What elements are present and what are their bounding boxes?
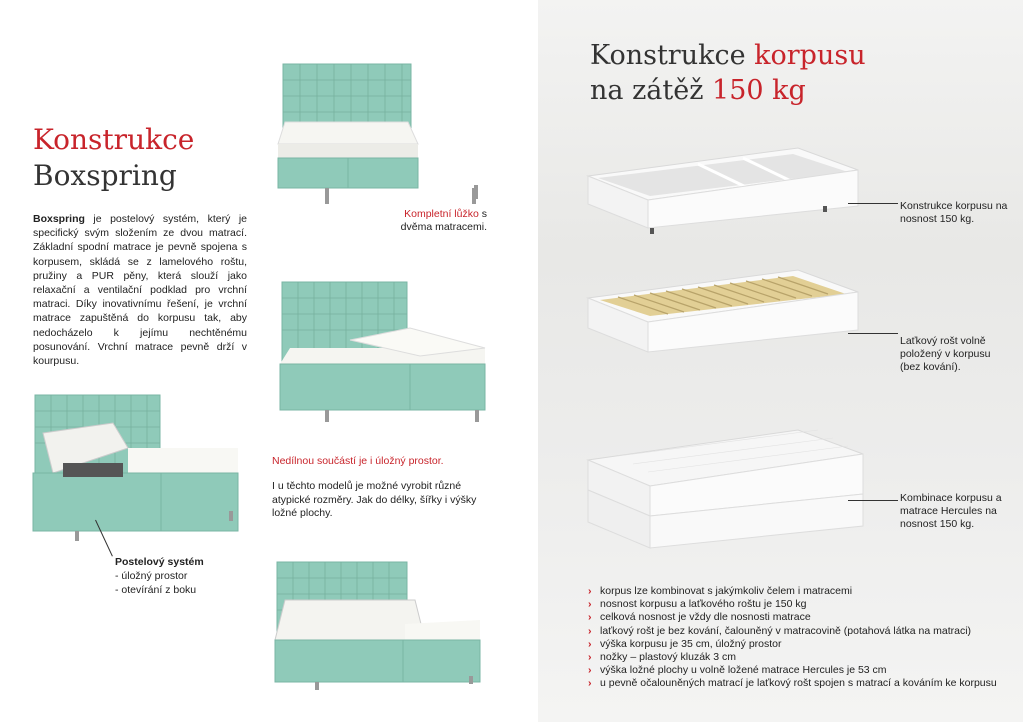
caption-bed-system-item2: - otevírání z boku: [115, 584, 197, 596]
spec-bullet-list: [588, 585, 1008, 691]
bed-image-lifted-mattress: [280, 280, 490, 430]
callout-line-3: [848, 500, 898, 501]
title-dark-line: Boxspring: [33, 159, 177, 192]
spec-bullet: › nosnost korpusu a laťkového roštu je 150 kg: [588, 598, 1008, 611]
callout-mattress: Kombinace korpusu a matrace Hercules na nosnost 150 kg.: [900, 492, 1002, 530]
spec-bullet: › laťkový rošt je bez kování, čalouněný v matracovině (potahová látka na matraci): [588, 625, 1008, 638]
korpus-title-line2-red: 150 kg: [712, 75, 806, 106]
bed-image-storage: [33, 393, 248, 543]
spec-bullet: › výška korpusu je 35 cm, úložný prostor: [588, 638, 1008, 651]
korpus-empty-image: [588, 148, 878, 258]
korpus-slats-image: [588, 270, 878, 380]
caption-bed-system-item1: - úložný prostor: [115, 570, 188, 582]
bed-image-end-lift: [275, 560, 495, 690]
bed-image-complete: [280, 62, 420, 207]
caption-complete-bed: [392, 208, 487, 234]
caption-bed-system-title: Postelový systém: [115, 556, 204, 568]
spec-bullet: › u pevně očalouněných matrací je laťkový rošt spojen s matrací a kováním ke korpusu: [588, 677, 1008, 690]
title-red-line: Konstrukce: [33, 123, 195, 156]
spec-bullet: › nožky – plastový kluzák 3 cm: [588, 651, 1008, 664]
callout-line-1: [848, 203, 898, 204]
korpus-title-line1: [590, 38, 866, 73]
korpus-mattress-image: [588, 430, 878, 550]
description-text: je postelový systém, který je specifický svým složením ze dvou matrací. Základní spodní matrace je pevně spojena s korpusem, skládá se z lamelového roštu, pružiny a PUR pěny, která slouží jako relaxační a ventilační podklad pro vrchní matraci. Díky inovativnímu řešení, je vrchní matrace zapuštěná do korpusu tak, aby nedocházelo k jejímu nechtěnému posunování. Vrchní matrace pevně drží v kourpusu.: [33, 213, 247, 368]
boxspring-title: [33, 122, 194, 194]
boxspring-description: [33, 212, 247, 368]
caption-atypical-sizes: I u těchto modelů je možné vyrobit různé atypické rozměry. Jak do délky, šířky i výšky ložné plochy.: [272, 480, 477, 519]
korpus-title: [590, 38, 866, 108]
spec-bullet: › korpus lze kombinovat s jakýmkoliv čelem i matracemi: [588, 585, 1008, 598]
caption-complete-rest: s dvěma matracemi.: [400, 208, 487, 233]
right-page: [538, 0, 1023, 722]
callout-korpus: Konstrukce korpusu na nosnost 150 kg.: [900, 200, 1008, 225]
korpus-title-line2: [590, 73, 866, 108]
callout-slats: Laťkový rošt volně položený v korpusu (bez kování).: [900, 335, 991, 373]
korpus-title-line2-dark: na zátěž: [590, 75, 713, 106]
caption-storage: Nedílnou součástí je i úložný prostor.: [272, 455, 444, 467]
callout-line-2: [848, 333, 898, 334]
bed-leg: [474, 185, 480, 205]
caption-complete-red: Kompletní lůžko: [404, 208, 479, 220]
caption-bed-system: [115, 555, 204, 597]
description-bold: Boxspring: [33, 213, 85, 225]
korpus-title-line1-red: korpusu: [754, 40, 866, 71]
spec-bullet: › celková nosnost je vždy dle nosnosti matrace: [588, 611, 1008, 624]
spec-bullet: › výška ložné plochy u volně ložené matrace Hercules je 53 cm: [588, 664, 1008, 677]
korpus-title-line1-dark: Konstrukce: [590, 40, 755, 71]
